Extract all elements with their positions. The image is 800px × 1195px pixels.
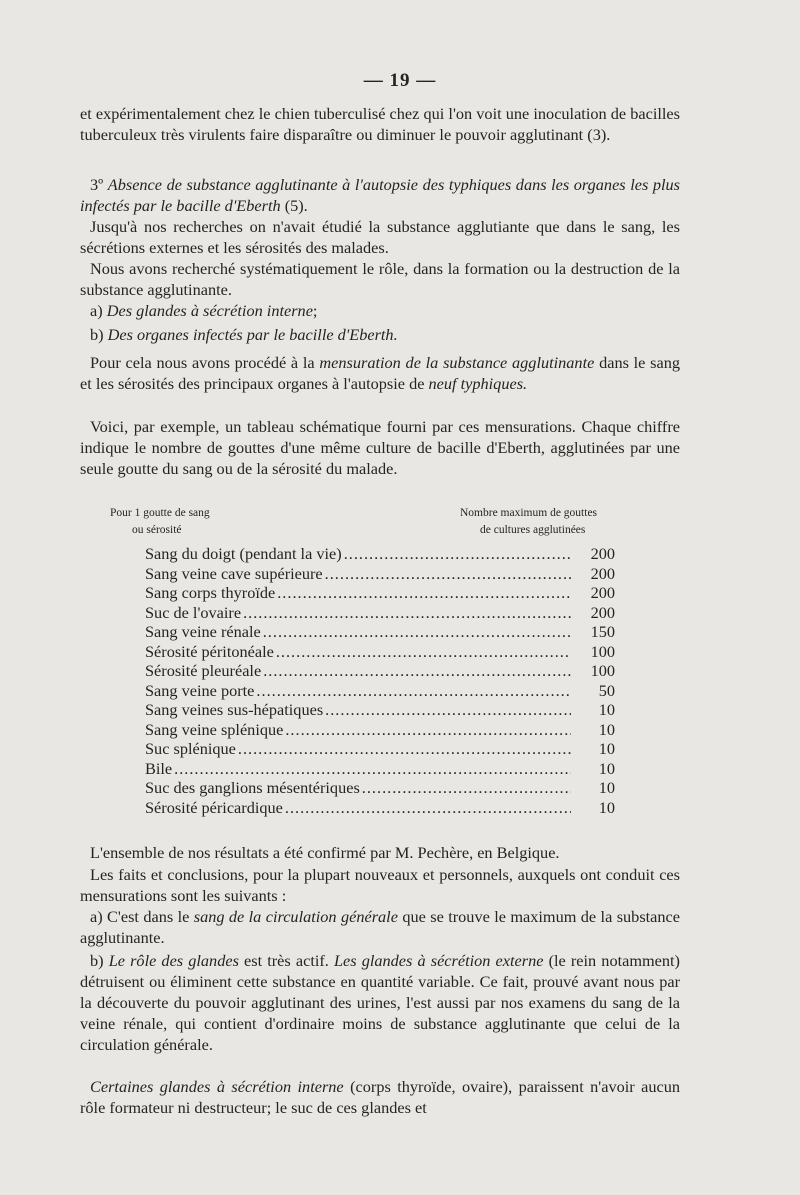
list-item-a	[80, 300, 680, 321]
row-value: 10	[598, 797, 615, 817]
p4-text: Nous avons recherché systématiquement le rôle, dans la formation ou la destruction de la substance agglutinante.	[80, 259, 680, 299]
table-header-left	[110, 505, 310, 539]
table-row	[145, 720, 615, 740]
row-label: Suc des ganglions mésentériques	[145, 778, 360, 797]
p12-text-c: (le rein notamment) détruisent ou éliminent cette substance en quantité variable. Ce fait, prouvé avant nous par la découverte du pouvoir agglutinant des urines, l'est aussi par nos examens du sang de la veine rénale, qui contient d'ordinaire moins de substance agglutinante que celui de la circulation générale.	[80, 951, 680, 1054]
p7-italic-2: neuf typhiques.	[428, 374, 528, 393]
p5-italic: Des glandes à sécrétion interne	[106, 301, 313, 320]
row-label: Sang veines sus-hépatiques	[145, 700, 324, 719]
p12-text-b: est très actif.	[244, 951, 329, 970]
p11-text-b: que se trouve le maximum de la substance agglutinante.	[80, 907, 680, 947]
header-left-line-2: ou sérosité	[132, 524, 182, 536]
paragraph-continuation	[80, 103, 680, 145]
leader-dots	[277, 583, 571, 603]
p5-end: ;	[312, 301, 318, 320]
p12-letter: b)	[90, 951, 104, 970]
leader-dots	[256, 681, 571, 701]
table-row	[145, 681, 615, 701]
paragraph-method	[80, 352, 680, 394]
paragraph-conclusions-intro	[80, 864, 680, 906]
p13-text: (corps thyroïde, ovaire), paraissent n'avoir aucun rôle formateur ni destructeur; le suc de ces glandes et	[80, 1077, 680, 1117]
paragraph-confirmation	[80, 842, 680, 863]
p7-text-a: Pour cela nous avons procédé à la	[90, 353, 315, 372]
leader-dots	[263, 622, 571, 642]
p13-italic: Certaines glandes à sécrétion interne	[90, 1077, 344, 1096]
row-label: Sérosité péritonéale	[145, 641, 274, 661]
measurement-table	[145, 544, 615, 817]
p12-italic-1: Le rôle des glandes	[108, 951, 239, 970]
row-label: Sang veine cave supérieure	[145, 563, 323, 583]
p10-text: Les faits et conclusions, pour la plupart nouveaux et personnels, auxquels ont conduit ces mensurations sont les suivants :	[80, 865, 680, 905]
p6-letter: b)	[90, 325, 104, 344]
table-header-right	[460, 505, 670, 539]
table-row	[145, 778, 615, 798]
p2-number: 3º	[90, 175, 104, 194]
table-row	[145, 739, 615, 759]
row-value: 10	[598, 758, 615, 778]
leader-dots	[174, 759, 571, 779]
row-value: 10	[598, 778, 615, 797]
leader-dots	[285, 798, 571, 818]
row-value: 10	[598, 719, 615, 739]
p2-heading: Absence de substance agglutinante à l'autopsie des typhiques dans les organes les plus infectés par le bacille d'Eberth	[80, 175, 680, 215]
leader-dots	[238, 739, 571, 759]
row-label: Sérosité péricardique	[145, 797, 283, 817]
leader-dots	[325, 564, 571, 584]
row-value: 10	[598, 739, 615, 758]
leader-dots	[362, 778, 571, 798]
header-right-line-1: Nombre maximum de gouttes	[460, 507, 598, 519]
row-label: Bile	[145, 758, 173, 778]
paragraph-internal-glands	[80, 1076, 680, 1118]
paragraph-research-scope	[80, 216, 680, 258]
row-label: Sang veine splénique	[145, 719, 284, 739]
row-value: 50	[598, 680, 615, 700]
list-item-b	[80, 324, 680, 345]
table-row	[145, 759, 615, 779]
row-label: Sang veine porte	[145, 680, 255, 700]
row-value: 200	[590, 583, 615, 602]
row-label: Sang du doigt (pendant la vie)	[145, 544, 342, 563]
table-row	[145, 583, 615, 603]
paragraph-table-intro	[80, 416, 680, 479]
p12-italic-2: Les glandes à sécrétion externe	[333, 951, 544, 970]
row-label: Sang veine rénale	[145, 622, 261, 641]
p2-reference: (5).	[284, 196, 308, 215]
p1-text: et expérimentalement chez le chien tuberculisé chez qui l'on voit une inoculation de bacilles tuberculeux très virulents faire disparaître ou diminuer le pouvoir agglutinant (3).	[80, 104, 680, 144]
header-right-line-2: de cultures agglutinées	[480, 524, 586, 536]
table-row	[145, 642, 615, 662]
leader-dots	[325, 700, 571, 720]
row-label: Suc de l'ovaire	[145, 602, 242, 622]
p11-text-a: a) C'est dans le	[90, 907, 190, 926]
page-number: — 19 —	[363, 70, 437, 91]
row-value: 100	[590, 661, 615, 680]
leader-dots	[263, 661, 571, 681]
leader-dots	[276, 642, 571, 662]
leader-dots	[243, 603, 571, 623]
header-left-line-1: Pour 1 goutte de sang	[110, 507, 210, 519]
row-value: 200	[590, 602, 615, 622]
p11-italic: sang de la circulation générale	[193, 907, 398, 926]
row-value: 100	[590, 641, 615, 661]
conclusion-b	[80, 950, 680, 1055]
p7-italic-1: mensuration de la substance agglutinante	[319, 353, 595, 372]
row-value: 200	[590, 544, 615, 563]
row-value: 200	[590, 563, 615, 583]
p5-letter: a)	[90, 301, 103, 320]
p7-text-b: dans le sang et les sérosités des principaux organes à l'autopsie de	[80, 353, 680, 393]
row-label: Sang corps thyroïde	[145, 583, 276, 602]
row-value: 10	[598, 700, 615, 719]
leader-dots	[344, 544, 571, 564]
p3-text: Jusqu'à nos recherches on n'avait étudié la substance agglutiante que dans le sang, les sécrétions externes et les sérosités des malades.	[80, 217, 680, 257]
table-row	[145, 544, 615, 564]
p8-text: Voici, par exemple, un tableau schématique fourni par ces mensurations. Chaque chiffre indique le nombre de gouttes d'une même culture de bacille d'Eberth, agglutinées par une seule goutte du sang ou de la sérosité du malade.	[80, 417, 680, 478]
row-label: Sérosité pleuréale	[145, 661, 262, 680]
table-row	[145, 622, 615, 642]
paragraph-point-3	[80, 174, 680, 216]
paragraph-research-role	[80, 258, 680, 300]
p9-text: L'ensemble de nos résultats a été confirmé par M. Pechère, en Belgique.	[90, 843, 560, 862]
p6-italic: Des organes infectés par le bacille d'Eberth.	[107, 325, 398, 344]
table-row	[145, 603, 615, 623]
table-row	[145, 798, 615, 818]
row-value: 150	[590, 622, 615, 641]
table-row	[145, 700, 615, 720]
table-row	[145, 564, 615, 584]
row-label: Suc splénique	[145, 739, 236, 758]
conclusion-a	[80, 906, 680, 948]
leader-dots	[285, 720, 571, 740]
table-row	[145, 661, 615, 681]
